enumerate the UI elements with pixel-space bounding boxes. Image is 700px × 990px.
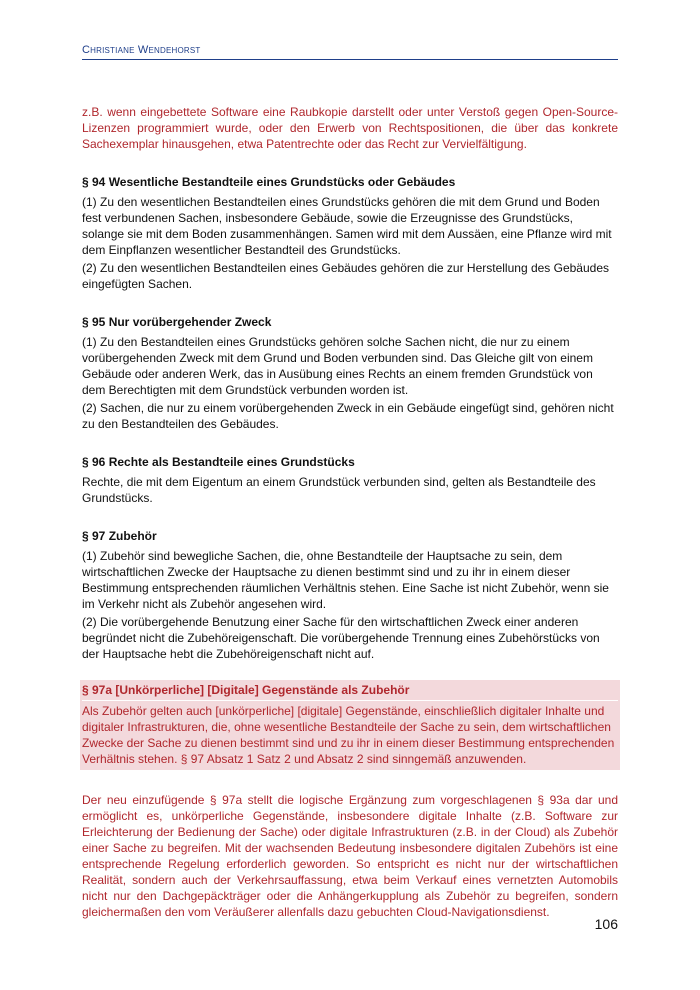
intro-paragraph: z.B. wenn eingebettete Software eine Raubkopie darstellt oder unter Verstoß gegen Open-Source-Lizenzen programmiert wurde, oder den Erwerb von Rechtspositionen, die über das konkrete Sachexemplar hinausgehen, etwa Patentrechte oder das Recht zur Vervielfältigung. <box>82 105 618 151</box>
header-divider <box>82 59 618 60</box>
section-97a-paragraph: Als Zubehör gelten auch [unkörperliche] [digitale] Gegenstände, einschließlich digitaler Inhalte und digitaler Infrastrukturen, die, ohne wesentliche Bestandteile der Sache zu sein, dem wirtschaftlichen Zwecke der Sache zu dienen bestimmt sind und zu ihr in einem dieser Bestimmung entsprechenden Verhältnis stehen. § 97 Absatz 1 Satz 2 und Absatz 2 sind sinngemäß anzuwenden. <box>82 704 615 766</box>
section-94-title: § 94 Wesentliche Bestandteile eines Grundstücks oder Gebäudes <box>82 175 456 189</box>
section-97a-title: § 97a [Unkörperliche] [Digitale] Gegenstände als Zubehör <box>82 682 618 701</box>
section-96-paragraph-1: Rechte, die mit dem Eigentum an einem Grundstück verbunden sind, gelten als Bestandteile des Grundstücks. <box>82 475 596 505</box>
section-97-title: § 97 Zubehör <box>82 529 157 543</box>
section-95-title: § 95 Nur vorübergehender Zweck <box>82 315 272 329</box>
commentary-paragraph: Der neu einzufügende § 97a stellt die logische Ergänzung zum vorgeschlagenen § 93a dar und ermöglicht es, unkörperliche Gegenstände, insbesondere digitale Inhalte (z.B. Software zur Erleichterung der Bedienung der Sache) oder digitale Infrastrukturen (z.B. in der Cloud) als Zubehör einer Sache zu begreifen. Mit der wachsenden Bedeutung insbesondere digitalen Zubehörs ist eine entsprechende Regelung erforderlich geworden. So entspricht es nicht nur der wirtschaftlichen Realität, sondern auch der Verkehrsauffassung, etwa beim Verkauf eines vernetzten Automobils nicht nur den Dachgepäckträger oder die Anhängerkupplung als Zubehör zu begreifen, sondern gleichermaßen den vom Veräußerer allenfalls dazu gebuchten Cloud-Navigationsdienst. <box>82 793 618 919</box>
section-97-paragraph-1: (1) Zubehör sind bewegliche Sachen, die, ohne Bestandteile der Hauptsache zu sein, dem wirtschaftlichen Zwecke der Hauptsache zu dienen bestimmt sind und zu ihr in einem dieser Bestimmung entsprechenden räumlichen Verhältnis stehen. Eine Sache ist nicht Zubehör, wenn sie im Verkehr nicht als Zubehör angesehen wird. <box>82 549 609 611</box>
section-96 <box>82 454 618 506</box>
section-97a-proposal <box>80 680 620 770</box>
header-author: Christiane Wendehorst <box>82 44 201 56</box>
section-94 <box>82 174 618 292</box>
running-header <box>82 44 618 56</box>
section-95 <box>82 314 618 432</box>
section-95-paragraph-1: (1) Zu den Bestandteilen eines Grundstücks gehören solche Sachen nicht, die nur zu einem vorübergehenden Zweck mit dem Grund und Boden verbunden sind. Das Gleiche gilt von einem Gebäude oder anderen Werk, das in Ausübung eines Rechts an einem fremden Grundstück von dem Berechtigten mit dem Grundstück verbunden worden ist. <box>82 335 593 397</box>
page-number: 106 <box>594 916 618 932</box>
section-95-paragraph-2: (2) Sachen, die nur zu einem vorübergehenden Zweck in ein Gebäude eingefügt sind, gehören nicht zu den Bestandteilen des Gebäudes. <box>82 401 614 431</box>
section-97-paragraph-2: (2) Die vorübergehende Benutzung einer Sache für den wirtschaftlichen Zweck einer anderen begründet nicht die Zubehöreigenschaft. Die vorübergehende Trennung eines Zubehörstücks von der Hauptsache hebt die Zubehöreigenschaft nicht auf. <box>82 615 600 661</box>
section-96-title: § 96 Rechte als Bestandteile eines Grundstücks <box>82 455 355 469</box>
page-body <box>82 104 618 920</box>
section-94-paragraph-1: (1) Zu den wesentlichen Bestandteilen eines Grundstücks gehören die mit dem Grund und Boden fest verbundenen Sachen, insbesondere Gebäude, sowie die Erzeugnisse des Grundstücks, solange sie mit dem Boden zusammenhängen. Samen wird mit dem Aussäen, eine Pflanze wird mit dem Einpflanzen wesentlicher Bestandteil des Grundstücks. <box>82 195 612 257</box>
section-94-paragraph-2: (2) Zu den wesentlichen Bestandteilen eines Gebäudes gehören die zur Herstellung des Gebäudes eingefügten Sachen. <box>82 261 610 291</box>
section-97 <box>82 528 618 662</box>
